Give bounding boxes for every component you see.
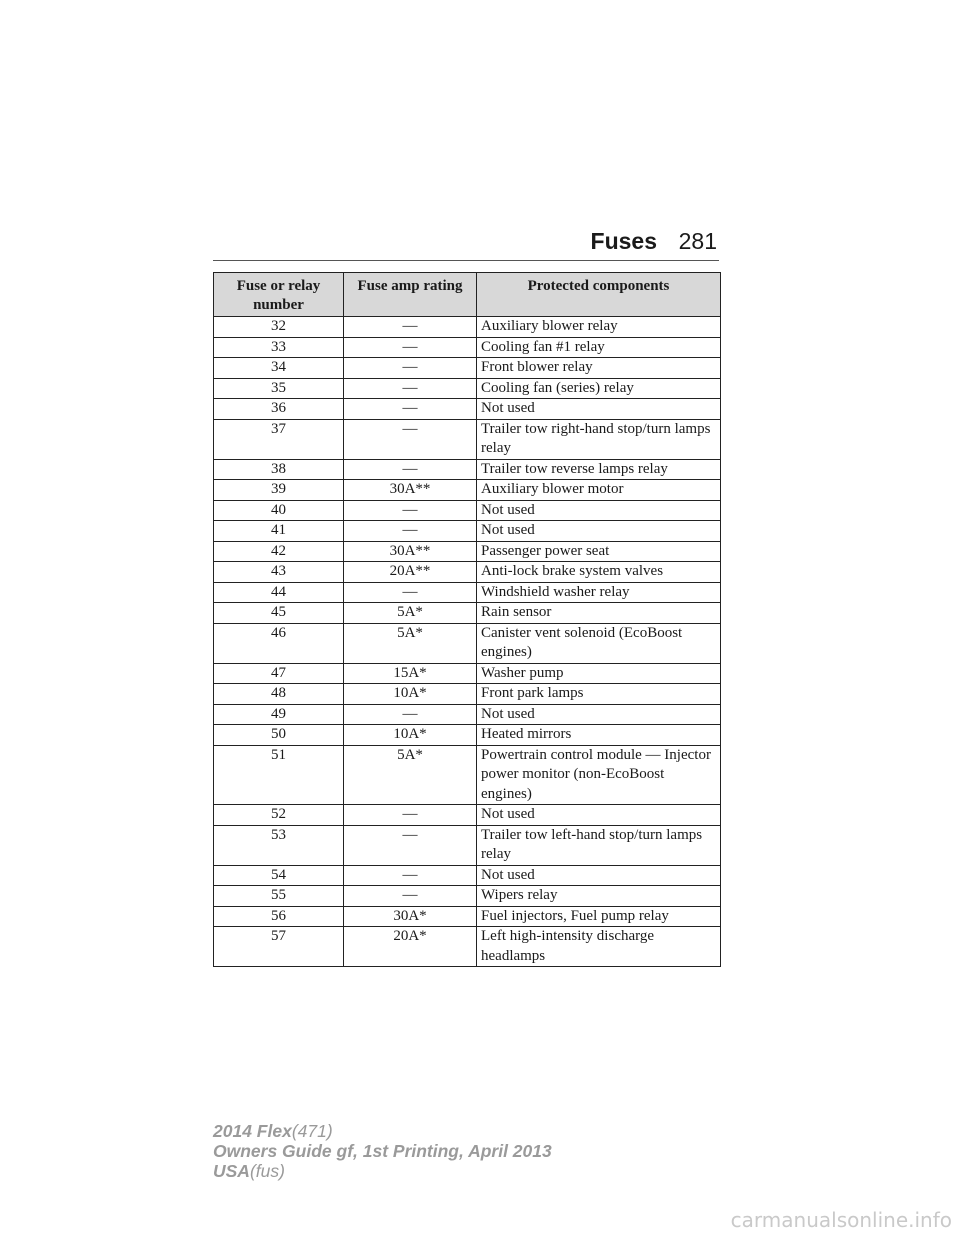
table-row [214,358,721,379]
protected-components-cell: Trailer tow right-hand stop/turn lamps relay [477,419,721,459]
protected-components-cell: Not used [477,704,721,725]
fuse-number-cell: 47 [214,663,344,684]
table-row [214,906,721,927]
page-number: 281 [678,228,717,254]
table-row [214,521,721,542]
fuse-rating-cell: — [344,358,477,379]
protected-components-cell: Front blower relay [477,358,721,379]
fuse-number-cell: 49 [214,704,344,725]
fuse-number-cell: 33 [214,337,344,358]
table-row [214,663,721,684]
protected-components-cell: Fuel injectors, Fuel pump relay [477,906,721,927]
fuse-number-cell: 44 [214,582,344,603]
fuse-number-cell: 32 [214,317,344,338]
fuse-rating-cell: — [344,865,477,886]
fuse-number-cell: 56 [214,906,344,927]
table-row [214,704,721,725]
fuse-number-cell: 53 [214,825,344,865]
fuse-rating-cell: — [344,337,477,358]
fuse-number-cell: 43 [214,562,344,583]
protected-components-cell: Not used [477,865,721,886]
fuse-rating-cell: — [344,399,477,420]
footer-line-model [213,1121,552,1141]
protected-components-cell: Wipers relay [477,886,721,907]
footer-line-market [213,1161,552,1181]
fuse-number-cell: 42 [214,541,344,562]
fuse-rating-cell: — [344,317,477,338]
fuse-number-cell: 52 [214,805,344,826]
fuse-rating-cell: — [344,378,477,399]
footer-model-code: (471) [291,1121,333,1141]
fuse-rating-cell: 30A* [344,906,477,927]
protected-components-cell: Front park lamps [477,684,721,705]
column-header-components: Protected components [477,273,721,317]
fuse-rating-cell: — [344,419,477,459]
table-row [214,317,721,338]
table-row [214,725,721,746]
fuse-rating-cell: 30A** [344,480,477,501]
footer-edition: Owners Guide gf, 1st Printing, April 2013 [213,1141,552,1161]
protected-components-cell: Trailer tow reverse lamps relay [477,459,721,480]
table-row [214,378,721,399]
table-row [214,603,721,624]
footer-model: 2014 Flex [213,1121,292,1141]
protected-components-cell: Cooling fan (series) relay [477,378,721,399]
table-row [214,582,721,603]
footer-market-code: (fus) [249,1161,285,1181]
protected-components-cell: Heated mirrors [477,725,721,746]
protected-components-cell: Trailer tow left-hand stop/turn lamps relay [477,825,721,865]
protected-components-cell: Not used [477,805,721,826]
watermark: carmanualsonline.info [730,1208,952,1232]
table-header-row [214,273,721,317]
fuse-rating-cell: — [344,886,477,907]
column-header-rating: Fuse amp rating [344,273,477,317]
fuse-rating-cell: 15A* [344,663,477,684]
fuse-number-cell: 45 [214,603,344,624]
fuse-table [213,272,721,967]
fuse-number-cell: 48 [214,684,344,705]
table-row [214,399,721,420]
fuse-number-cell: 40 [214,500,344,521]
protected-components-cell: Windshield washer relay [477,582,721,603]
protected-components-cell: Rain sensor [477,603,721,624]
protected-components-cell: Not used [477,399,721,420]
protected-components-cell: Washer pump [477,663,721,684]
fuse-rating-cell: — [344,704,477,725]
footer-market: USA [213,1161,250,1181]
fuse-number-cell: 37 [214,419,344,459]
fuse-number-cell: 46 [214,623,344,663]
fuse-rating-cell: — [344,459,477,480]
fuse-number-cell: 35 [214,378,344,399]
page-footer [213,1121,552,1181]
fuse-rating-cell: — [344,521,477,542]
protected-components-cell: Powertrain control module — Injector power monitor (non-EcoBoost engines) [477,745,721,805]
fuse-rating-cell: 20A* [344,927,477,967]
protected-components-cell: Auxiliary blower motor [477,480,721,501]
table-row [214,562,721,583]
table-row [214,805,721,826]
table-row [214,886,721,907]
table-row [214,541,721,562]
protected-components-cell: Cooling fan #1 relay [477,337,721,358]
table-row [214,500,721,521]
fuse-number-cell: 54 [214,865,344,886]
protected-components-cell: Not used [477,521,721,542]
protected-components-cell: Not used [477,500,721,521]
protected-components-cell: Anti-lock brake system valves [477,562,721,583]
table-row [214,825,721,865]
table-row [214,419,721,459]
protected-components-cell: Passenger power seat [477,541,721,562]
fuse-rating-cell: 5A* [344,603,477,624]
fuse-number-cell: 55 [214,886,344,907]
fuse-rating-cell: — [344,805,477,826]
fuse-number-cell: 57 [214,927,344,967]
fuse-number-cell: 38 [214,459,344,480]
protected-components-cell: Left high-intensity discharge headlamps [477,927,721,967]
fuse-rating-cell: — [344,582,477,603]
fuse-number-cell: 41 [214,521,344,542]
page-header [213,228,719,261]
fuse-rating-cell: 10A* [344,725,477,746]
fuse-rating-cell: 10A* [344,684,477,705]
fuse-rating-cell: — [344,825,477,865]
fuse-number-cell: 39 [214,480,344,501]
fuse-rating-cell: — [344,500,477,521]
fuse-rating-cell: 5A* [344,745,477,805]
table-row [214,337,721,358]
fuse-number-cell: 34 [214,358,344,379]
section-title: Fuses [590,228,657,254]
table-row [214,480,721,501]
fuse-number-cell: 36 [214,399,344,420]
fuse-number-cell: 50 [214,725,344,746]
column-header-number: Fuse or relay number [214,273,344,317]
table-row [214,459,721,480]
table-row [214,623,721,663]
table-body [214,317,721,967]
fuse-rating-cell: 5A* [344,623,477,663]
table-row [214,927,721,967]
fuse-rating-cell: 20A** [344,562,477,583]
table-row [214,865,721,886]
protected-components-cell: Auxiliary blower relay [477,317,721,338]
fuse-number-cell: 51 [214,745,344,805]
fuse-rating-cell: 30A** [344,541,477,562]
table-row [214,684,721,705]
protected-components-cell: Canister vent solenoid (EcoBoost engines) [477,623,721,663]
table-row [214,745,721,805]
footer-line-edition [213,1141,552,1161]
